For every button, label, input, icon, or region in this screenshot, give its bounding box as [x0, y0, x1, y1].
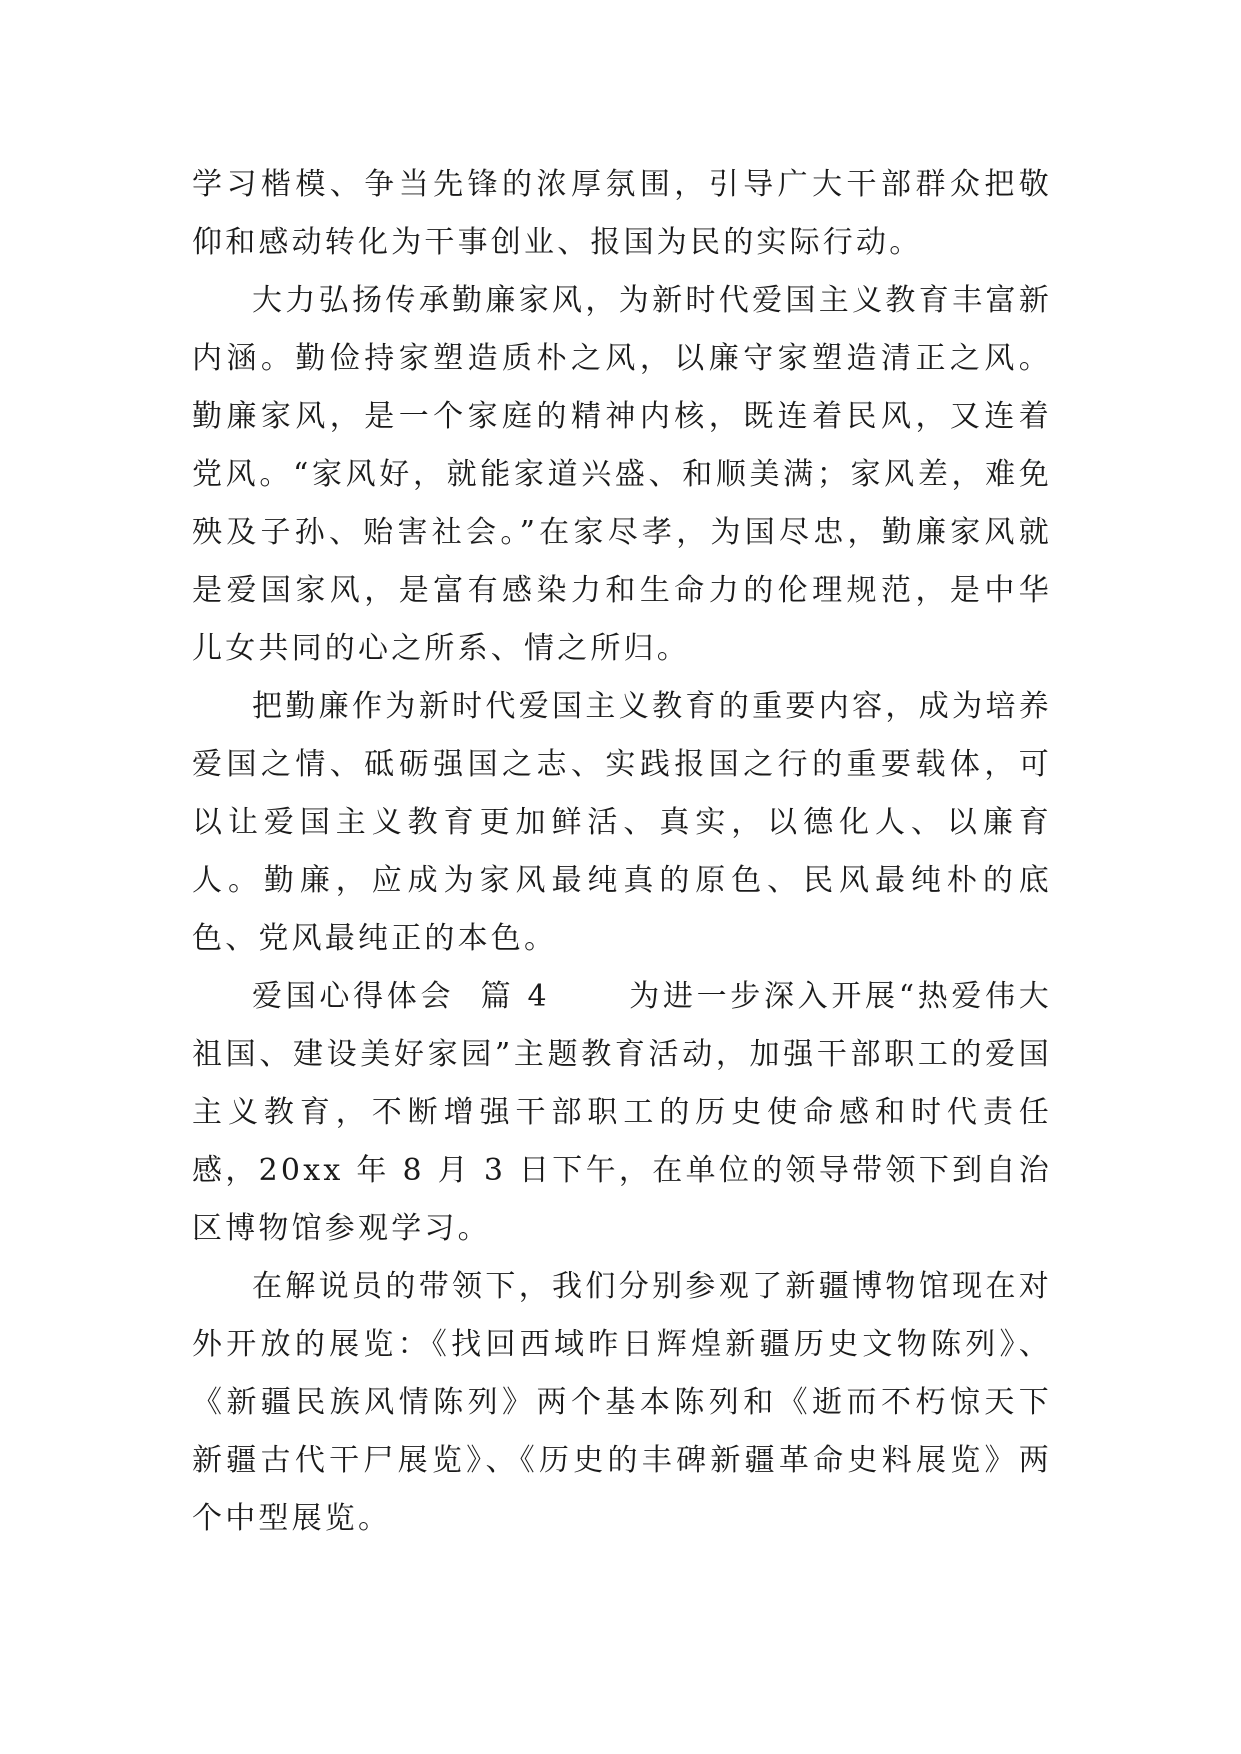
paragraph-5: 在解说员的带领下，我们分别参观了新疆博物馆现在对外开放的展览：《找回西域昨日辉煌新疆历史文物陈列》、《新疆民族风情陈列》两个基本陈列和《逝而不朽惊天下新疆古代干尸展览》、《历史的丰碑新疆革命史料展览》两个中型展览。	[192, 1269, 1052, 1536]
paragraph-1: 学习楷模、争当先锋的浓厚氛围，引导广大干部群众把敬仰和感动转化为干事创业、报国为民的实际行动。	[192, 167, 1052, 260]
paragraph-2: 大力弘扬传承勤廉家风，为新时代爱国主义教育丰富新内涵。勤俭持家塑造质朴之风，以廉守家塑造清正之风。勤廉家风，是一个家庭的精神内核，既连着民风，又连着党风。“家风好，就能家道兴盛、和顺美满；家风差，难免殃及子孙、贻害社会。”在家尽孝，为国尽忠，勤廉家风就是爱国家风，是富有感染力和生命力的伦理规范，是中华儿女共同的心之所系、情之所归。	[192, 283, 1052, 666]
paragraph-3: 把勤廉作为新时代爱国主义教育的重要内容，成为培养爱国之情、砥砺强国之志、实践报国之行的重要载体，可以让爱国主义教育更加鲜活、真实，以德化人、以廉育人。勤廉，应成为家风最纯真的原色、民风最纯朴的底色、党风最纯正的本色。	[192, 689, 1052, 956]
document-body	[192, 156, 1052, 1548]
paragraph-4	[192, 968, 1052, 1258]
paragraph-4-text: 为进一步深入开展“热爱伟大祖国、建设美好家园”主题教育活动，加强干部职工的爱国主义教育，不断增强干部职工的历史使命感和时代责任感，20xx 年 8 月 3 日下午，在单位的领导带领下到自治区博物馆参观学习。	[192, 979, 1053, 1246]
section-heading: 爱国心得体会 篇 4	[252, 979, 550, 1014]
heading-spacer	[550, 979, 629, 1014]
